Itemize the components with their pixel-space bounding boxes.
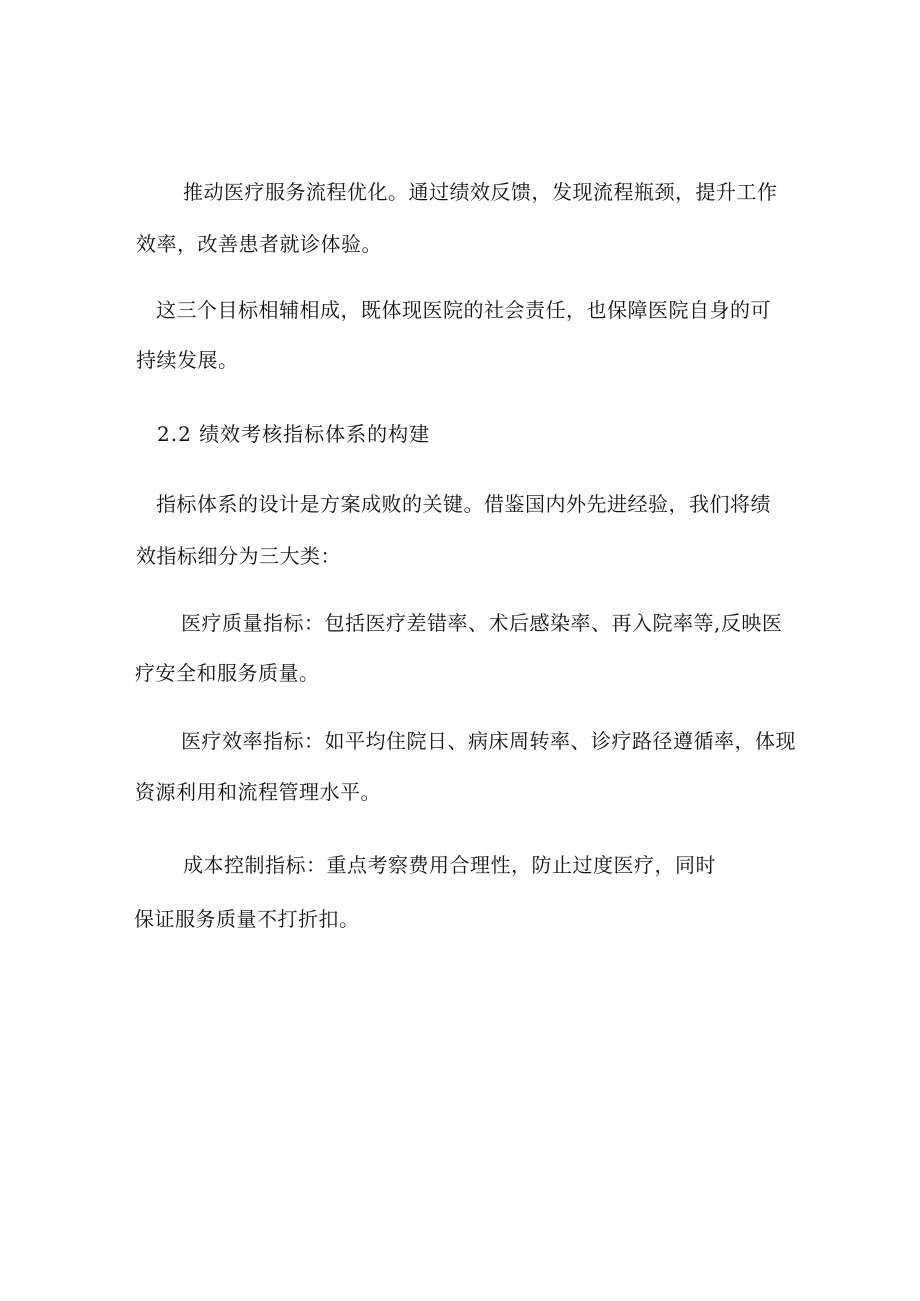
paragraph-2-line-2: 持续发展。 xyxy=(136,348,239,372)
paragraph-2-line-1: 这三个目标相辅相成，既体现医院的社会责任，也保障医院自身的可 xyxy=(156,298,771,322)
paragraph-4-line-2: 疗安全和服务质量。 xyxy=(135,661,320,685)
paragraph-4-line-1: 医疗质量指标：包括医疗差错率、术后感染率、再入院率等,反映医 xyxy=(181,611,783,635)
paragraph-5-line-1: 医疗效率指标：如平均住院日、病床周转率、诊疗路径遵循率，体现 xyxy=(181,729,796,753)
paragraph-3-line-1: 指标体系的设计是方案成败的关键。借鉴国内外先进经验，我们将绩 xyxy=(156,492,771,516)
paragraph-5-line-2: 资源利用和流程管理水平。 xyxy=(135,780,381,804)
paragraph-3-line-2: 效指标细分为三大类： xyxy=(136,544,341,568)
paragraph-1-line-1: 推动医疗服务流程优化。通过绩效反馈，发现流程瓶颈，提升工作 xyxy=(183,180,778,204)
paragraph-1-line-2: 效率，改善患者就诊体验。 xyxy=(136,232,382,256)
paragraph-6-line-2: 保证服务质量不打折扣。 xyxy=(134,907,360,931)
section-heading: 2.2 绩效考核指标体系的构建 xyxy=(157,422,431,446)
paragraph-6-line-1: 成本控制指标：重点考察费用合理性，防止过度医疗，同时 xyxy=(183,853,716,877)
